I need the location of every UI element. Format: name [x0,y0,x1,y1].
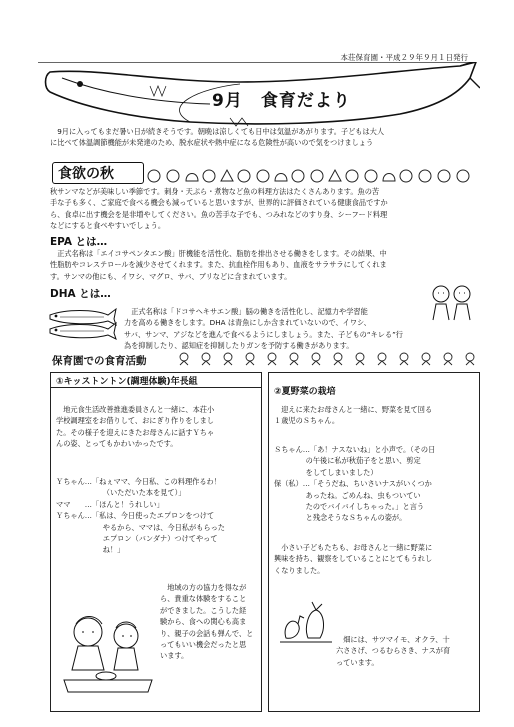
vegetable-line: 畑には、サツマイモ、オクラ、十 [343,635,450,644]
epa-line: す。サンマの他にも、イワシ、マグロ、サバ、ブリなどに含まれています。 [50,271,292,281]
cooking-line: 地元食生活改善推進委員さんと一緒に、本荘小 [63,405,215,414]
vegetable-line: 小さい子どもたちも、お母さんと一緒に野菜に [281,543,433,552]
vegetable-paragraph-1 [274,404,478,427]
cooking-line: います。 [160,651,189,661]
cooking-paragraph-1 [56,404,258,450]
cooking-line: んの姿、とってもかわいかったです。 [56,439,178,449]
cooking-line: 学校調理室をお借りして、おにぎり作りをしまし [56,416,214,426]
dha-line: 力を高める働きをします。DHA は青魚にしか含まれていないので、イワシ、 [124,318,371,328]
dialog-line: と残念そうなＳちゃんの姿が。 [305,513,407,523]
epa-heading: EPA とは… [50,236,108,248]
cooking-box-title: ①キッストントン(調理体験)年長組 [56,377,198,387]
dialog-line: の午後に私が秋茄子をと思い、剪定 [305,456,421,466]
cooking-line: ってもいい機会だったと思 [160,640,247,650]
publisher-line: 本荘保育園・平成２９年９月１日発行 [340,53,468,62]
cooking-dialog [56,476,260,556]
dialog-line: 保（私）…「そうだね、ちいさいナスがいくつか [274,479,432,489]
vegetable-line: １歳児のＳちゃん。 [274,416,340,426]
dha-line: 為を抑制したり、認知症を抑制したりガンを予防する働きがあります。 [124,341,354,351]
vegetable-line: 迎えに来たお母さんと一緒に、野菜を見て回る [281,405,433,414]
dialog-line: ママ …「ほんと！うれしい」 [56,499,164,509]
cooking-line: り、親子の会話も弾んで、と [160,628,254,638]
kids-illustration [426,282,478,322]
cooking-line: た。その様子を迎えにきたお母さんに話すＹちゃ [56,427,215,437]
vegetables-illustration [278,598,334,644]
dha-line: サバ、サンマ、アジなどを進んで食べるようにしましょう。また、子どもの“キレる”行 [124,329,403,339]
dialog-line: （いただいた本を見て）」 [102,488,186,498]
cooking-line: 地域の方の協力を得なが [167,583,247,592]
dialog-line: ね！」 [102,545,125,555]
dialog-line: エプロン（バンダナ）つけてやって [102,534,218,544]
sardine-illustration [46,305,118,345]
cooking-line: ができました。こうした経 [160,605,247,615]
dialog-line: あったね。ごめんね、虫もついてい [305,490,421,500]
page-title: 9月 食育だより [212,91,351,111]
vegetable-line: 六ささげ、つるむらさき、ナスが育 [336,646,451,656]
autumn-paragraph [50,186,480,232]
cooking-line: 験から、食への関心も高ま [160,617,247,627]
dialog-line: たのでバイバイしちゃった。」と言う [305,502,425,512]
activities-heading: 保育園での食育活動 [52,355,147,367]
dialog-line: やるから、ママは、今日私がもらった [102,522,225,532]
cooking-paragraph-2 [160,582,260,662]
dha-heading: DHA とは… [50,288,111,300]
vegetable-box-title: ②夏野菜の栽培 [274,387,336,397]
autumn-heading: 食欲の秋 [58,166,114,182]
vegetable-line: 興味を持ち、観察をしていることにとてもうれし [274,554,433,564]
dialog-line: Ｓちゃん…「あ！ナスないね」と小声で。（その日 [274,445,436,454]
vegetable-line: くなりました。 [274,565,325,575]
autumn-line: などにすると食べやすいでしょう。 [50,221,166,231]
kids-row-decoration [176,352,476,366]
intro-line: に比べて体温調節機能が未発達のため、脱水症状や熱中症になる危険性が高いので気をつけましょう [50,138,374,148]
epa-line: 正式名称は「エイコサペンタエン酸」肝機能を活性化、脂肪を排出させる働きをします。その結果、中 [57,249,387,258]
vegetable-dialog [274,444,478,524]
dha-line: 正式名称は「ドコサヘキサエン酸」脳の働きを活性化し、記憶力や学習能 [131,307,368,316]
children-cooking-illustration [60,610,156,706]
dialog-line: をしてしまいました） [305,467,378,477]
vegetable-paragraph-3 [336,634,478,668]
fruit-row-decoration [146,167,476,183]
dialog-line: Ｙちゃん…「ねぇママ、今日私、この料理作るわ！ [56,477,221,486]
dialog-line: Ｙちゃん…「私は、今日使ったエプロンをつけて [56,511,215,521]
cooking-line: ら、貴重な体験をすること [160,594,247,604]
intro-line: 9月に入ってもまだ暑い日が続きそうです。朝晩は涼しくても日中は気温があがります。子どもは大人 [57,127,385,136]
intro-paragraph [50,126,480,149]
vegetable-paragraph-2 [274,542,478,576]
autumn-line: 手な子も多く、ご家庭で食べる機会も減っていると思いますが、世界的に評価されている健康食品ですか [50,198,388,208]
vegetable-line: っています。 [336,657,379,667]
epa-paragraph [50,248,480,282]
autumn-line: ら、食卓に出す機会を是非増やしてください。魚の苦手な子でも、つみれなどのすり身、シーフード料理 [50,209,388,219]
autumn-line: 秋サンマなどが美味しい季節です。刺身・天ぷら・煮物など魚の料理方法はたくさんあります。魚の苦 [50,187,380,196]
epa-line: 性脂肪やコレステロールを減少させてくれます。また、抗血栓作用もあり、血液をサラサラにしてくれま [50,260,387,270]
